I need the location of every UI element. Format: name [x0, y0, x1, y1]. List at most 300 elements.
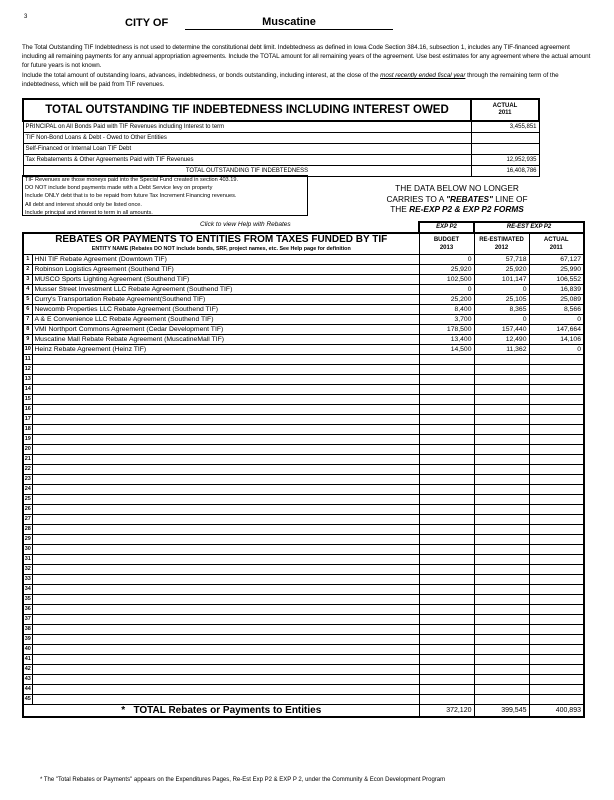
entity-name-field[interactable]: [32, 375, 419, 385]
outstanding-row-value[interactable]: 3,455,851: [471, 121, 539, 133]
actual-field[interactable]: 147,664: [529, 325, 584, 335]
actual-field[interactable]: 67,127: [529, 255, 584, 265]
budget-field[interactable]: 13,400: [419, 335, 474, 345]
row-number: 28: [23, 525, 32, 535]
rebate-row: [23, 485, 584, 495]
re-estimated-field[interactable]: [474, 375, 529, 385]
re-estimated-field[interactable]: [474, 525, 529, 535]
re-estimated-field[interactable]: 157,440: [474, 325, 529, 335]
entity-name-field[interactable]: [32, 595, 419, 605]
total-re-estimated: 399,545: [474, 705, 529, 717]
rebate-row: [23, 585, 584, 595]
entity-name-field[interactable]: [32, 505, 419, 515]
rebates-notice: [362, 183, 552, 215]
budget-field[interactable]: [419, 385, 474, 395]
re-estimated-field[interactable]: [474, 575, 529, 585]
row-number: 7: [23, 315, 32, 325]
re-estimated-field[interactable]: [474, 365, 529, 375]
actual-field[interactable]: [529, 515, 584, 525]
outstanding-table-title: TOTAL OUTSTANDING TIF INDEBTEDNESS INCLUDING INTEREST OWED: [23, 99, 471, 121]
actual-field[interactable]: 25,089: [529, 295, 584, 305]
entity-name-field[interactable]: [32, 415, 419, 425]
budget-field[interactable]: [419, 535, 474, 545]
budget-field[interactable]: [419, 545, 474, 555]
actual-field[interactable]: [529, 415, 584, 425]
entity-name-field[interactable]: [32, 535, 419, 545]
city-name-underline: [185, 29, 393, 30]
rebate-row: [23, 525, 584, 535]
entity-name-field[interactable]: A & E Convenience LLC Rebate Agreement (Southend TIF): [32, 315, 419, 325]
entity-name-field[interactable]: [32, 515, 419, 525]
entity-name-field[interactable]: [32, 385, 419, 395]
row-number: 42: [23, 665, 32, 675]
re-estimated-field[interactable]: [474, 555, 529, 565]
actual-field[interactable]: [529, 635, 584, 645]
budget-field[interactable]: 0: [419, 285, 474, 295]
entity-name-field[interactable]: [32, 525, 419, 535]
re-estimated-field[interactable]: [474, 435, 529, 445]
row-number: 21: [23, 455, 32, 465]
re-estimated-field[interactable]: [474, 585, 529, 595]
re-estimated-field[interactable]: [474, 665, 529, 675]
budget-field[interactable]: [419, 465, 474, 475]
budget-field[interactable]: [419, 525, 474, 535]
rebate-row: [23, 615, 584, 625]
column-header-actual: [529, 233, 584, 255]
budget-field[interactable]: 0: [419, 255, 474, 265]
budget-field[interactable]: [419, 635, 474, 645]
notice-text: CARRIES TO A: [386, 193, 447, 204]
re-estimated-field[interactable]: [474, 595, 529, 605]
city-label: CITY OF: [125, 17, 169, 29]
re-estimated-field[interactable]: 11,362: [474, 345, 529, 355]
row-number: 12: [23, 365, 32, 375]
budget-field[interactable]: [419, 665, 474, 675]
actual-field[interactable]: [529, 495, 584, 505]
outstanding-row: [23, 144, 539, 155]
budget-field[interactable]: [419, 595, 474, 605]
re-estimated-field[interactable]: [474, 635, 529, 645]
re-estimated-field[interactable]: [474, 495, 529, 505]
entity-name-field[interactable]: [32, 615, 419, 625]
entity-name-field[interactable]: [32, 695, 419, 705]
row-number: 10: [23, 345, 32, 355]
rebate-row: [23, 505, 584, 515]
re-estimated-field[interactable]: [474, 395, 529, 405]
outstanding-row-label: Self-Financed or Internal Loan TIF Debt: [23, 144, 471, 155]
re-estimated-field[interactable]: 0: [474, 285, 529, 295]
budget-field[interactable]: [419, 515, 474, 525]
entity-name-field[interactable]: [32, 645, 419, 655]
re-estimated-field[interactable]: [474, 415, 529, 425]
entity-name-field[interactable]: MUSCO Sports Lighting Agreement (Southend TIF): [32, 275, 419, 285]
outstanding-total-value: 16,408,786: [471, 166, 539, 177]
re-estimated-field[interactable]: 25,920: [474, 265, 529, 275]
re-estimated-field[interactable]: [474, 695, 529, 705]
entity-name-field[interactable]: HNI TIF Rebate Agreement (Downtown TIF): [32, 255, 419, 265]
rebates-table-title: REBATES OR PAYMENTS TO ENTITIES FROM TAXES FUNDED BY TIF: [23, 233, 419, 245]
actual-field[interactable]: [529, 385, 584, 395]
actual-field[interactable]: [529, 685, 584, 695]
re-estimated-field[interactable]: [474, 455, 529, 465]
actual-field[interactable]: [529, 695, 584, 705]
city-name-field[interactable]: Muscatine: [262, 16, 316, 28]
entity-name-field[interactable]: [32, 655, 419, 665]
entity-name-field[interactable]: [32, 355, 419, 365]
rebate-row: [23, 435, 584, 445]
budget-field[interactable]: [419, 405, 474, 415]
outstanding-row-value[interactable]: [471, 144, 539, 155]
entity-name-field[interactable]: [32, 545, 419, 555]
budget-field[interactable]: 25,200: [419, 295, 474, 305]
actual-field[interactable]: [529, 595, 584, 605]
row-number: 26: [23, 505, 32, 515]
column-year: 2013: [439, 245, 454, 252]
rebate-row: [23, 645, 584, 655]
actual-field[interactable]: 25,990: [529, 265, 584, 275]
entity-name-field[interactable]: [32, 625, 419, 635]
budget-field[interactable]: [419, 555, 474, 565]
tif-notes-box: [22, 175, 308, 216]
instructions-text: through the remaining term of the indebtedness, which will be paid from TIF revenues.: [22, 72, 559, 88]
entity-name-field[interactable]: Musser Street Investment LLC Rebate Agreement (Southend TIF): [32, 285, 419, 295]
budget-field[interactable]: [419, 365, 474, 375]
row-number: 14: [23, 385, 32, 395]
re-estimated-field[interactable]: [474, 445, 529, 455]
row-number: 22: [23, 465, 32, 475]
rebate-row: [23, 555, 584, 565]
entity-name-field[interactable]: [32, 585, 419, 595]
budget-field[interactable]: 3,700: [419, 315, 474, 325]
total-label: TOTAL Rebates or Payments to Entities: [133, 705, 322, 717]
rebate-row: [23, 265, 584, 275]
rebate-row: [23, 535, 584, 545]
rebate-rows: [23, 255, 584, 705]
rebates-table: [22, 221, 585, 718]
row-number: 13: [23, 375, 32, 385]
re-estimated-field[interactable]: [474, 675, 529, 685]
re-estimated-field[interactable]: 8,365: [474, 305, 529, 315]
actual-field[interactable]: [529, 405, 584, 415]
outstanding-row-label: TIF Non-Bond Loans & Debt - Owed to Other Entities: [23, 133, 471, 144]
actual-field[interactable]: [529, 555, 584, 565]
column-year: 2012: [494, 245, 509, 252]
budget-field[interactable]: [419, 355, 474, 365]
actual-field[interactable]: [529, 655, 584, 665]
note-line: Include principal and interest to term in all amounts.: [25, 209, 153, 216]
outstanding-row: [23, 133, 539, 144]
rebate-row: [23, 415, 584, 425]
re-estimated-field[interactable]: 0: [474, 315, 529, 325]
re-estimated-field[interactable]: [474, 655, 529, 665]
actual-field[interactable]: [529, 425, 584, 435]
entity-name-field[interactable]: Robinson Logistics Agreement (Southend TIF): [32, 265, 419, 275]
actual-field[interactable]: [529, 395, 584, 405]
row-number: 4: [23, 285, 32, 295]
row-number: 29: [23, 535, 32, 545]
rebate-row: [23, 445, 584, 455]
total-label-cell: [23, 705, 419, 717]
rebate-row: [23, 295, 584, 305]
re-estimated-field[interactable]: [474, 425, 529, 435]
actual-field[interactable]: 14,106: [529, 335, 584, 345]
fiscal-year-emphasis: most recently ended fiscal year: [380, 72, 466, 79]
actual-year: 2011: [498, 110, 512, 116]
rebate-row: [23, 385, 584, 395]
actual-field[interactable]: [529, 575, 584, 585]
actual-field[interactable]: [529, 485, 584, 495]
total-asterisk: *: [121, 705, 126, 717]
actual-field[interactable]: 8,566: [529, 305, 584, 315]
actual-field[interactable]: [529, 445, 584, 455]
budget-field[interactable]: [419, 425, 474, 435]
re-estimated-field[interactable]: [474, 645, 529, 655]
rebate-row: [23, 675, 584, 685]
re-estimated-field[interactable]: 101,147: [474, 275, 529, 285]
entity-name-field[interactable]: [32, 485, 419, 495]
budget-field[interactable]: [419, 605, 474, 615]
rebate-row: [23, 575, 584, 585]
budget-field[interactable]: [419, 435, 474, 445]
actual-field[interactable]: [529, 625, 584, 635]
actual-field[interactable]: 0: [529, 345, 584, 355]
row-number: 3: [23, 275, 32, 285]
re-estimated-field[interactable]: [474, 605, 529, 615]
entity-name-field[interactable]: [32, 425, 419, 435]
entity-name-field[interactable]: [32, 405, 419, 415]
note-line: Include ONLY debt that is to be repaid from future Tax Increment Financing revenues.: [25, 193, 237, 200]
footnote: * The "Total Rebates or Payments" appears on the Expenditures Pages, Re-Est Exp P2 & EXP P 2, under the Community & Econ Development Program: [40, 777, 446, 783]
row-number: 1: [23, 255, 32, 265]
entity-name-field[interactable]: [32, 565, 419, 575]
actual-field[interactable]: [529, 435, 584, 445]
rebate-row: [23, 315, 584, 325]
actual-field[interactable]: [529, 475, 584, 485]
budget-field[interactable]: [419, 395, 474, 405]
budget-field[interactable]: [419, 675, 474, 685]
entity-name-field[interactable]: [32, 605, 419, 615]
entity-name-field[interactable]: Heinz Rebate Agreement (Heinz TIF): [32, 345, 419, 355]
row-number: 15: [23, 395, 32, 405]
row-number: 20: [23, 445, 32, 455]
row-number: 6: [23, 305, 32, 315]
rebate-row: [23, 465, 584, 475]
outstanding-row-label: Tax Rebatements & Other Agreements Paid with TIF Revenues: [23, 155, 471, 166]
budget-field[interactable]: [419, 655, 474, 665]
budget-field[interactable]: 25,920: [419, 265, 474, 275]
budget-field[interactable]: [419, 445, 474, 455]
rebates-help-link[interactable]: Click to view Help with Rebates: [200, 221, 291, 228]
budget-field[interactable]: [419, 375, 474, 385]
re-estimated-field[interactable]: [474, 465, 529, 475]
actual-field[interactable]: [529, 355, 584, 365]
rebate-row: [23, 345, 584, 355]
rebate-row: [23, 375, 584, 385]
rebate-row: [23, 255, 584, 265]
rebate-row: [23, 595, 584, 605]
actual-field[interactable]: 0: [529, 315, 584, 325]
re-estimated-field[interactable]: [474, 535, 529, 545]
outstanding-total-label: TOTAL OUTSTANDING TIF INDEBTEDNESS: [23, 166, 471, 177]
column-header-budget: [419, 233, 474, 255]
entity-name-field[interactable]: [32, 395, 419, 405]
rebate-row: [23, 325, 584, 335]
actual-field[interactable]: [529, 465, 584, 475]
re-estimated-field[interactable]: [474, 685, 529, 695]
actual-field[interactable]: [529, 455, 584, 465]
actual-field[interactable]: [529, 585, 584, 595]
actual-field[interactable]: [529, 535, 584, 545]
entity-name-field[interactable]: [32, 465, 419, 475]
budget-field[interactable]: 14,500: [419, 345, 474, 355]
rebate-row: [23, 565, 584, 575]
budget-field[interactable]: [419, 695, 474, 705]
total-row: [23, 705, 584, 717]
rebate-row: [23, 665, 584, 675]
column-label: ACTUAL: [543, 237, 569, 244]
row-number: 44: [23, 685, 32, 695]
row-number: 33: [23, 575, 32, 585]
entity-name-field[interactable]: [32, 555, 419, 565]
budget-field[interactable]: [419, 575, 474, 585]
instructions: [22, 43, 592, 90]
actual-field[interactable]: [529, 525, 584, 535]
rebate-row: [23, 695, 584, 705]
rebate-row: [23, 365, 584, 375]
row-number: 41: [23, 655, 32, 665]
budget-field[interactable]: 8,400: [419, 305, 474, 315]
actual-field[interactable]: [529, 505, 584, 515]
budget-field[interactable]: [419, 415, 474, 425]
row-number: 30: [23, 545, 32, 555]
entity-name-field[interactable]: Curry's Transportation Rebate Agreement(Southend TIF): [32, 295, 419, 305]
entity-name-field[interactable]: [32, 685, 419, 695]
rebate-row: [23, 285, 584, 295]
budget-field[interactable]: [419, 625, 474, 635]
rebate-row: [23, 655, 584, 665]
row-number: 18: [23, 425, 32, 435]
budget-field[interactable]: [419, 455, 474, 465]
notice-emphasis: "REBATES": [446, 193, 493, 204]
re-estimated-field[interactable]: [474, 515, 529, 525]
re-estimated-field[interactable]: [474, 565, 529, 575]
row-number: 5: [23, 295, 32, 305]
actual-field[interactable]: [529, 665, 584, 675]
re-estimated-field[interactable]: 12,490: [474, 335, 529, 345]
entity-name-field[interactable]: [32, 445, 419, 455]
re-estimated-field[interactable]: [474, 505, 529, 515]
entity-name-field[interactable]: [32, 365, 419, 375]
entity-name-field[interactable]: [32, 435, 419, 445]
row-number: 24: [23, 485, 32, 495]
actual-field[interactable]: [529, 645, 584, 655]
actual-field[interactable]: 16,839: [529, 285, 584, 295]
budget-field[interactable]: [419, 565, 474, 575]
row-number: 36: [23, 605, 32, 615]
rebate-row: [23, 495, 584, 505]
budget-field[interactable]: 102,500: [419, 275, 474, 285]
entity-name-field[interactable]: VMI Northport Commons Agreement (Cedar Development TIF): [32, 325, 419, 335]
actual-column-header: [471, 99, 539, 121]
re-estimated-field[interactable]: [474, 485, 529, 495]
column-header-re-estimated: [474, 233, 529, 255]
rebate-row: [23, 405, 584, 415]
actual-field[interactable]: [529, 605, 584, 615]
entity-name-field[interactable]: [32, 675, 419, 685]
entity-name-field[interactable]: [32, 575, 419, 585]
actual-field[interactable]: [529, 365, 584, 375]
group-header-re-est-exp-p2: RE-EST EXP P2: [474, 222, 584, 233]
budget-field[interactable]: 178,500: [419, 325, 474, 335]
entity-name-field[interactable]: [32, 635, 419, 645]
column-label: RE-ESTIMATED: [479, 237, 524, 244]
budget-field[interactable]: [419, 485, 474, 495]
budget-field[interactable]: [419, 585, 474, 595]
actual-field[interactable]: [529, 675, 584, 685]
row-number: 40: [23, 645, 32, 655]
notice-text: LINE OF: [492, 193, 528, 204]
row-number: 2: [23, 265, 32, 275]
budget-field[interactable]: [419, 505, 474, 515]
re-estimated-field[interactable]: [474, 355, 529, 365]
entity-name-field[interactable]: [32, 475, 419, 485]
total-budget: 372,120: [419, 705, 474, 717]
re-estimated-field[interactable]: [474, 615, 529, 625]
re-estimated-field[interactable]: [474, 475, 529, 485]
column-label: BUDGET: [433, 237, 460, 244]
notice-line: [362, 194, 552, 205]
budget-field[interactable]: [419, 475, 474, 485]
budget-field[interactable]: [419, 615, 474, 625]
rebate-row: [23, 515, 584, 525]
entity-name-field[interactable]: [32, 455, 419, 465]
row-number: 8: [23, 325, 32, 335]
actual-field[interactable]: [529, 565, 584, 575]
re-estimated-field[interactable]: 25,105: [474, 295, 529, 305]
re-estimated-field[interactable]: [474, 385, 529, 395]
entity-name-field[interactable]: Newcomb Properties LLC Rebate Agreement (Southend TIF): [32, 305, 419, 315]
re-estimated-field[interactable]: [474, 545, 529, 555]
re-estimated-field[interactable]: [474, 405, 529, 415]
outstanding-row-value[interactable]: [471, 133, 539, 144]
entity-name-field[interactable]: Muscatine Mall Rebate Rebate Agreement (MuscatineMall TIF): [32, 335, 419, 345]
instructions-paragraph-2: [22, 71, 592, 89]
entity-name-field[interactable]: [32, 665, 419, 675]
re-estimated-field[interactable]: [474, 625, 529, 635]
rebate-row: [23, 425, 584, 435]
rebate-row: [23, 635, 584, 645]
actual-field[interactable]: [529, 375, 584, 385]
actual-label: ACTUAL: [492, 103, 518, 109]
group-header-exp-p2: EXP P2: [419, 222, 474, 233]
row-number: 45: [23, 695, 32, 705]
outstanding-row-value[interactable]: 12,952,935: [471, 155, 539, 166]
budget-field[interactable]: [419, 495, 474, 505]
actual-field[interactable]: [529, 615, 584, 625]
actual-field[interactable]: 106,552: [529, 275, 584, 285]
budget-field[interactable]: [419, 685, 474, 695]
rebate-row: [23, 455, 584, 465]
rebate-row: [23, 545, 584, 555]
note-line: TIF Revenues are those moneys paid into the Special Fund created in section 403.19.: [25, 177, 238, 183]
re-estimated-field[interactable]: 57,718: [474, 255, 529, 265]
row-number: 11: [23, 355, 32, 365]
actual-field[interactable]: [529, 545, 584, 555]
entity-name-field[interactable]: [32, 495, 419, 505]
budget-field[interactable]: [419, 645, 474, 655]
total-actual: 400,893: [529, 705, 584, 717]
row-number: 17: [23, 415, 32, 425]
